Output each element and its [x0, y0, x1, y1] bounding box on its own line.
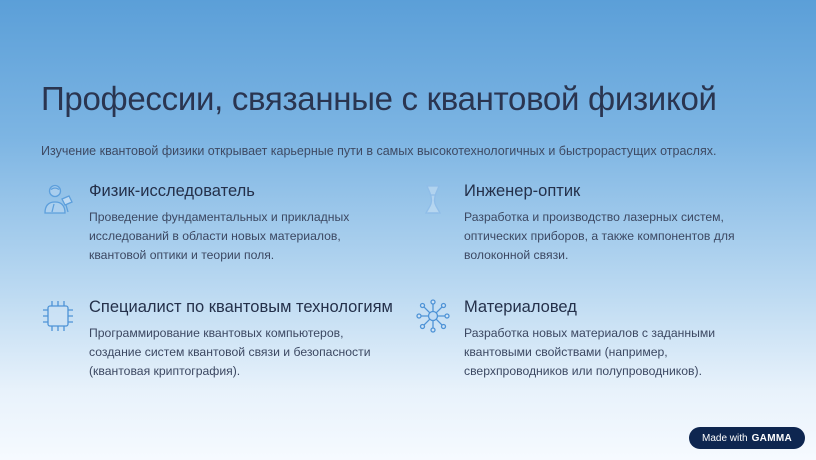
molecule-icon — [415, 298, 451, 334]
badge-prefix: Made with — [702, 432, 748, 444]
chip-icon — [40, 298, 76, 334]
slide-subtitle: Изучение квантовой физики открывает карьерные пути в самых высокотехнологичных и быстрорастущих отраслях. — [41, 144, 717, 158]
card-title: Материаловед — [464, 298, 577, 316]
card-title: Физик-исследователь — [89, 182, 255, 200]
gamma-logo: GAMMA — [751, 432, 792, 444]
card-title: Специалист по квантовым технологиям — [89, 298, 393, 316]
slide-title: Профессии, связанные с квантовой физикой — [41, 80, 717, 117]
made-with-gamma-badge[interactable] — [689, 427, 805, 449]
card-description: Проведение фундаментальных и прикладных исследований в области новых материалов, квантовой оптики и теории поля. — [89, 210, 350, 262]
card-title: Инженер-оптик — [464, 182, 581, 200]
card-description: Разработка и производство лазерных систем, оптических приборов, а также компонентов для волоконной связи. — [464, 210, 735, 262]
optics-icon — [415, 182, 451, 218]
card-description: Программирование квантовых компьютеров, создание систем квантовой связи и безопасности (квантовая криптография). — [89, 326, 371, 378]
scientist-icon — [40, 182, 76, 218]
card-description: Разработка новых материалов с заданными квантовыми свойствами (например, сверхпроводников или полупроводников). — [464, 326, 716, 378]
